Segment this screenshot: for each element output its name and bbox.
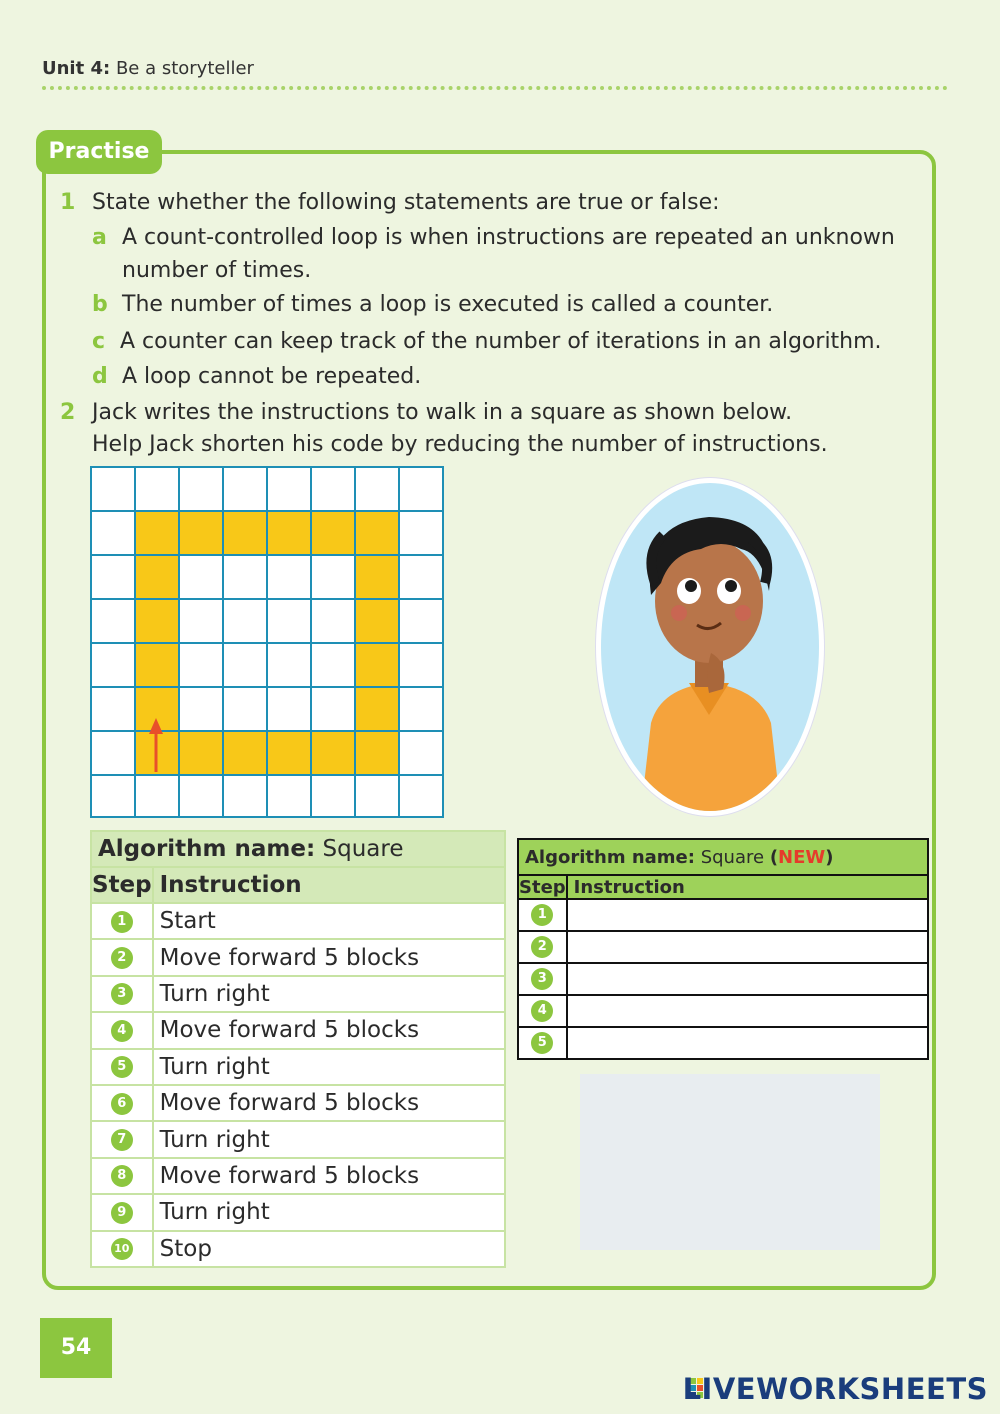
table-row: [91, 903, 505, 939]
col-header-step: Step: [91, 867, 153, 903]
table-title: [518, 839, 928, 875]
table-row: [91, 976, 505, 1012]
instruction-cell: Move forward 5 blocks: [153, 1158, 505, 1194]
step-number: 9: [111, 1202, 133, 1224]
step-number: 3: [111, 983, 133, 1005]
table-row: [91, 1121, 505, 1157]
instruction-cell: Turn right: [153, 1121, 505, 1157]
step-number: 8: [111, 1165, 133, 1187]
original-algorithm-table: [90, 830, 506, 1268]
instruction-input-cell[interactable]: [567, 963, 928, 995]
practise-tab: Practise: [36, 130, 162, 174]
table-row: [91, 1158, 505, 1194]
blank-answer-area: [580, 1074, 880, 1250]
q1-item-text: A count-controlled loop is when instructions are repeated an unknown: [122, 225, 895, 250]
col-header-instruction: Instruction: [153, 867, 505, 903]
instruction-cell: Turn right: [153, 1194, 505, 1230]
q1-item-letter: a: [92, 225, 107, 250]
q1-item-text-cont: number of times.: [122, 258, 312, 283]
q1-item-letter: b: [92, 292, 108, 317]
instruction-input-cell[interactable]: [567, 899, 928, 931]
title-paren-close: ): [825, 846, 834, 868]
table-title-label: Algorithm name:: [98, 836, 316, 862]
instruction-cell: Stop: [153, 1231, 505, 1267]
table-row: [91, 1085, 505, 1121]
table-row: [91, 1194, 505, 1230]
table-row: [518, 931, 928, 963]
new-algorithm-table: [517, 838, 929, 1060]
q2-line1: Jack writes the instructions to walk in a square as shown below.: [92, 400, 793, 425]
step-number: 1: [531, 904, 553, 926]
instruction-input-cell[interactable]: [567, 995, 928, 1027]
q2-number: 2: [60, 400, 76, 425]
step-number: 5: [111, 1056, 133, 1078]
step-number: 2: [531, 936, 553, 958]
q1-item-letter: c: [92, 329, 106, 354]
step-number: 10: [111, 1238, 133, 1260]
instruction-cell: Move forward 5 blocks: [153, 1085, 505, 1121]
table-title-label: Algorithm name:: [525, 846, 695, 868]
table-row: [91, 1231, 505, 1267]
q1-item-letter: d: [92, 364, 108, 389]
q1-item-text: A counter can keep track of the number of iterations in an algorithm.: [120, 329, 882, 354]
table-row: [91, 939, 505, 975]
square-path-grid: [90, 466, 444, 818]
col-header-instruction: Instruction: [567, 875, 928, 899]
table-title-value: Square: [700, 846, 765, 868]
title-paren-open: (: [769, 846, 779, 868]
boy-thinking-icon: [601, 483, 819, 811]
step-number: 2: [111, 947, 133, 969]
instruction-cell: Turn right: [153, 1049, 505, 1085]
step-number: 1: [111, 911, 133, 933]
brand-wordmark[interactable]: LIVEWORKSHEETS: [682, 1372, 988, 1406]
step-number: 6: [111, 1093, 133, 1115]
instruction-cell: Move forward 5 blocks: [153, 1012, 505, 1048]
q1-item-text: A loop cannot be repeated.: [122, 364, 422, 389]
table-row: [518, 899, 928, 931]
table-row: [518, 1027, 928, 1059]
step-number: 4: [111, 1020, 133, 1042]
table-title-value: Square: [322, 836, 404, 862]
jack-illustration: [596, 478, 824, 816]
instruction-cell: Move forward 5 blocks: [153, 939, 505, 975]
table-title: [91, 831, 505, 867]
step-number: 4: [531, 1000, 553, 1022]
unit-label: Unit 4:: [42, 58, 111, 79]
unit-header: [42, 58, 254, 79]
header-divider: [42, 86, 948, 90]
col-header-step: Step: [519, 876, 566, 898]
q1-number: 1: [60, 190, 76, 215]
new-tag: NEW: [778, 846, 826, 868]
step-number: 3: [531, 968, 553, 990]
q1-item-text: The number of times a loop is executed is called a counter.: [122, 292, 774, 317]
instruction-cell: Turn right: [153, 976, 505, 1012]
table-row: [518, 963, 928, 995]
q1-prompt: State whether the following statements are true or false:: [92, 190, 720, 215]
q2-line2: Help Jack shorten his code by reducing the number of instructions.: [92, 432, 828, 457]
instruction-cell: Start: [153, 903, 505, 939]
instruction-input-cell[interactable]: [567, 1027, 928, 1059]
table-row: [91, 1012, 505, 1048]
step-number: 5: [531, 1032, 553, 1054]
step-number: 7: [111, 1129, 133, 1151]
instruction-input-cell[interactable]: [567, 931, 928, 963]
table-row: [518, 995, 928, 1027]
table-row: [91, 1049, 505, 1085]
unit-title: Be a storyteller: [115, 58, 254, 79]
page-number: 54: [40, 1318, 112, 1378]
